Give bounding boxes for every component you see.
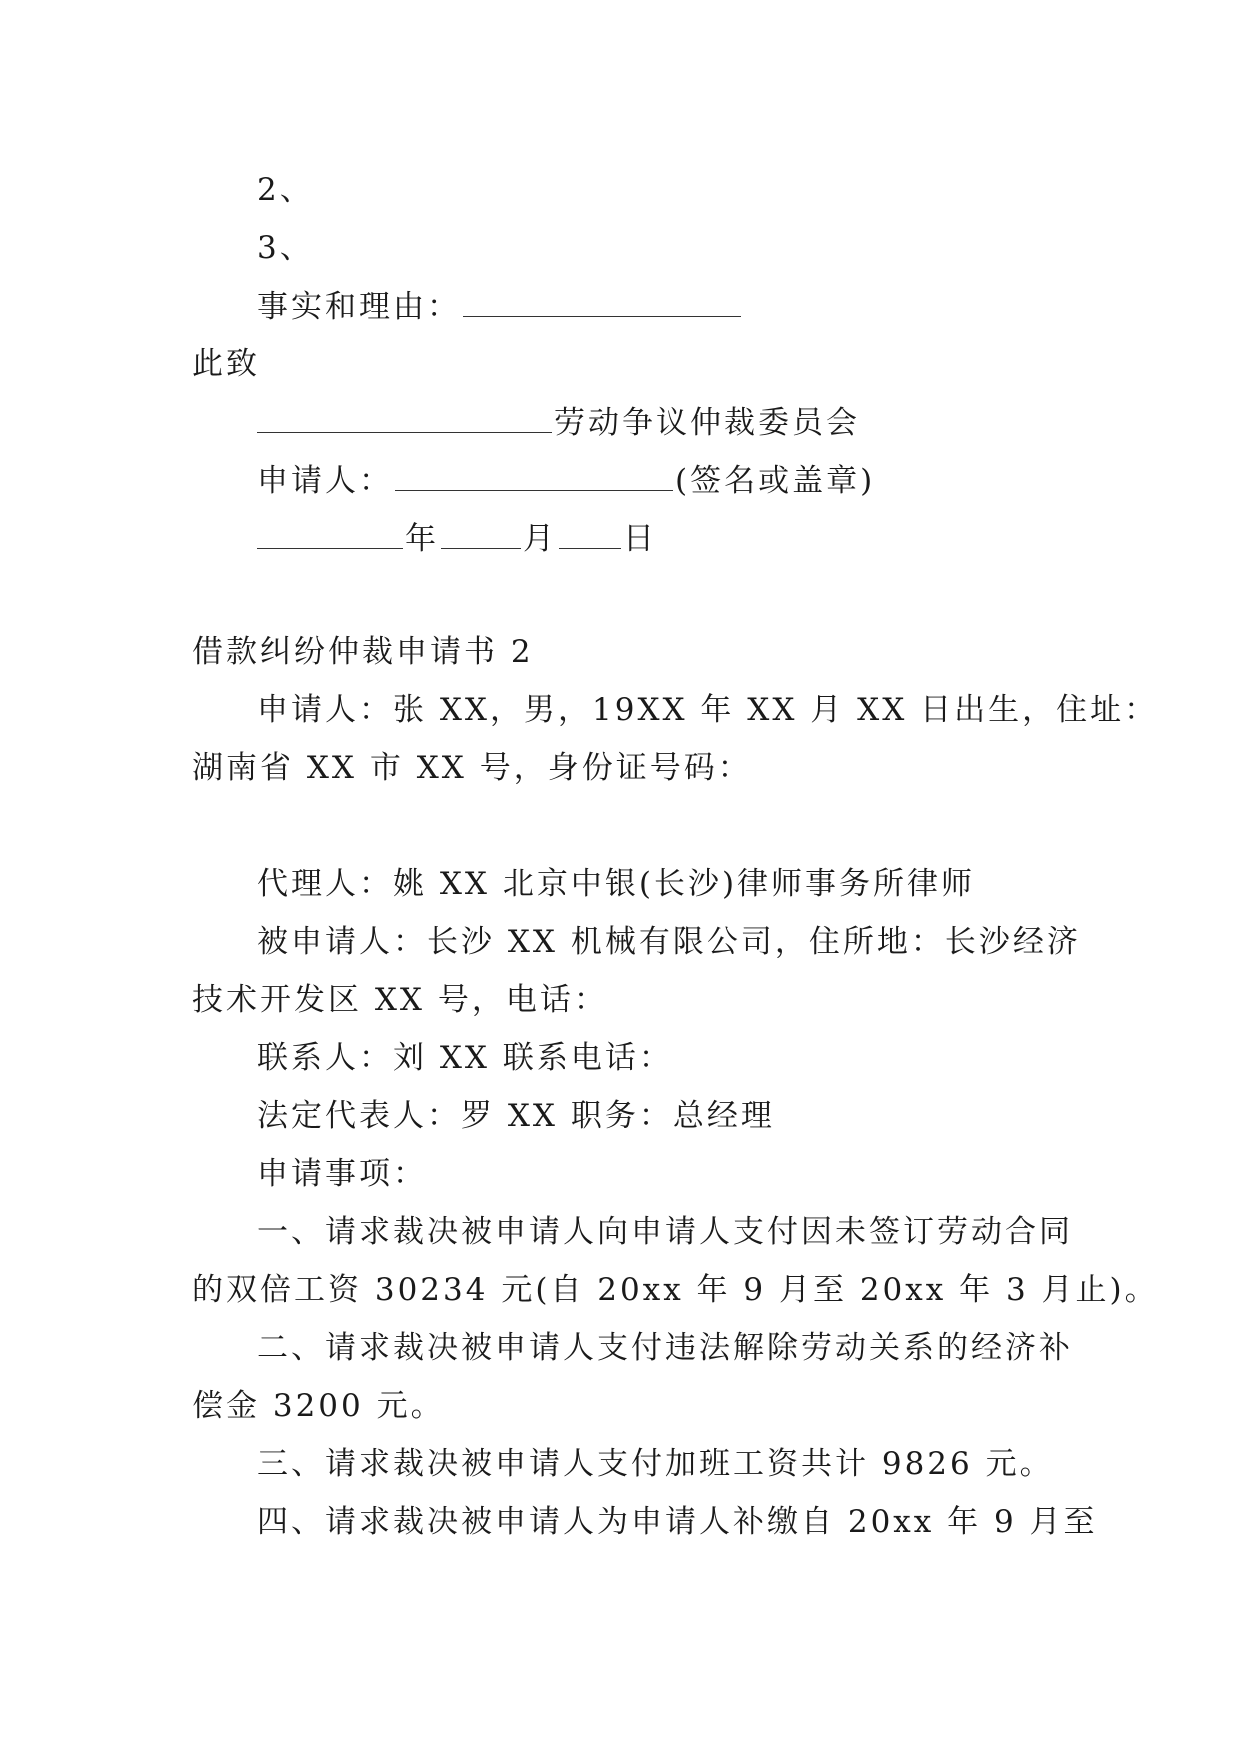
month-blank — [441, 518, 521, 549]
claim-4-line-1: 四、请求裁决被申请人为申请人补缴自 20xx 年 9 月至 — [257, 1504, 1098, 1540]
year-blank — [257, 518, 403, 549]
facts-blank — [463, 286, 741, 317]
sign-note: (签名或盖章) — [675, 463, 876, 499]
applicant-line-1: 申请人：张 XX，男，19XX 年 XX 月 XX 日出生，住址： — [257, 692, 1159, 728]
committee-blank — [257, 402, 552, 433]
facts-label: 事实和理由： — [257, 289, 461, 325]
respondent-line-1: 被申请人：长沙 XX 机械有限公司，住所地：长沙经济 — [257, 924, 1081, 960]
list-item-3: 3、 — [257, 230, 314, 266]
committee-line — [257, 402, 860, 443]
applicant-line-2: 湖南省 XX 市 XX 号，身份证号码： — [192, 750, 752, 786]
year-label: 年 — [405, 521, 439, 557]
list-item-2: 2、 — [257, 172, 314, 208]
date-line — [257, 518, 657, 559]
month-label: 月 — [523, 521, 557, 557]
facts-and-reasons-line — [257, 286, 743, 327]
day-label: 日 — [623, 521, 657, 557]
claim-1-line-2: 的双倍工资 30234 元(自 20xx 年 9 月至 20xx 年 3 月止)。 — [192, 1272, 1159, 1308]
contact-line: 联系人：刘 XX 联系电话： — [257, 1040, 673, 1076]
closing-text: 此致 — [192, 346, 260, 382]
claim-1-line-1: 一、请求裁决被申请人向申请人支付因未签订劳动合同 — [257, 1214, 1073, 1250]
matters-label: 申请事项： — [257, 1156, 427, 1192]
claim-2-line-1: 二、请求裁决被申请人支付违法解除劳动关系的经济补 — [257, 1330, 1073, 1366]
section-title: 借款纠纷仲裁申请书 2 — [192, 634, 534, 670]
signature-line — [257, 460, 875, 501]
committee-suffix: 劳动争议仲裁委员会 — [554, 405, 860, 441]
agent-line: 代理人：姚 XX 北京中银(长沙)律师事务所律师 — [257, 866, 976, 902]
legal-rep-line: 法定代表人：罗 XX 职务：总经理 — [257, 1098, 775, 1134]
claim-3-line: 三、请求裁决被申请人支付加班工资共计 9826 元。 — [257, 1446, 1054, 1482]
day-blank — [559, 518, 621, 549]
respondent-line-2: 技术开发区 XX 号，电话： — [192, 982, 608, 1018]
applicant-label: 申请人： — [257, 463, 393, 499]
signature-blank — [395, 460, 673, 491]
claim-2-line-2: 偿金 3200 元。 — [192, 1388, 445, 1424]
